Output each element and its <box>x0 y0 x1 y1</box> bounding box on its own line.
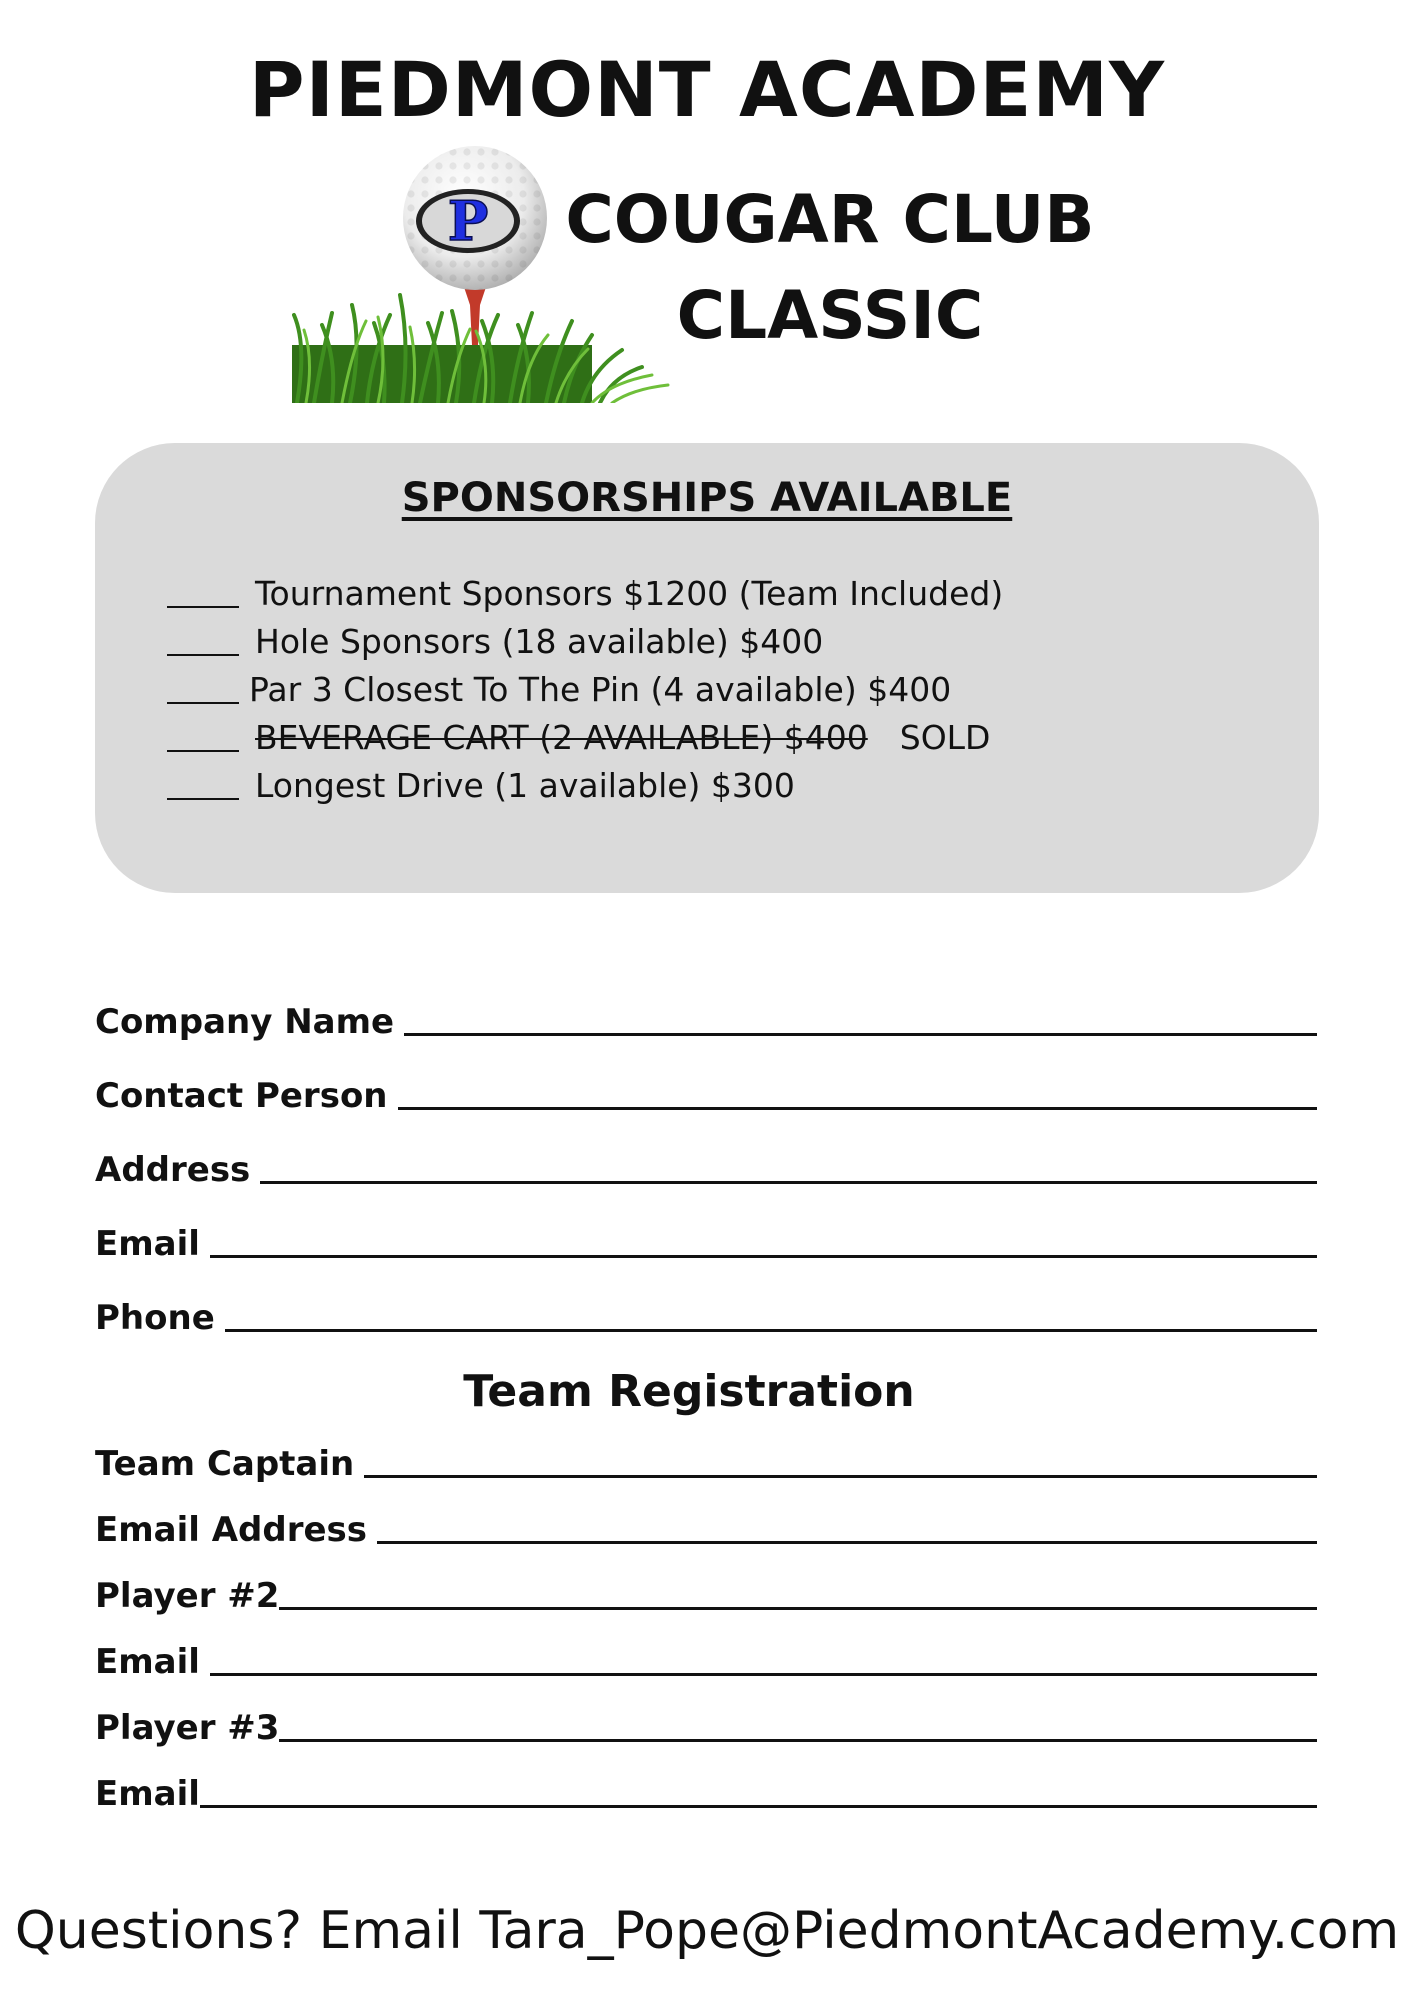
player-2-email-row <box>95 1618 1317 1684</box>
captain-email-row <box>95 1486 1317 1552</box>
team-captain-row <box>95 1420 1317 1486</box>
player-2-row <box>95 1552 1317 1618</box>
company-name-row <box>95 970 1317 1044</box>
player-3-email-label: Email <box>95 1774 200 1814</box>
sponsorship-item-hole: Hole Sponsors (18 available) $400 <box>167 618 1003 666</box>
email-row <box>95 1192 1317 1266</box>
player-3-field[interactable] <box>279 1739 1317 1742</box>
contact-person-row <box>95 1044 1317 1118</box>
svg-text:P: P <box>447 189 489 253</box>
captain-email-label: Email Address <box>95 1510 368 1550</box>
checkbox-blank[interactable] <box>167 762 239 800</box>
sponsor-info-form <box>95 970 1317 1340</box>
contact-person-field[interactable] <box>398 1107 1317 1110</box>
address-label: Address <box>95 1150 251 1190</box>
email-label: Email <box>95 1224 200 1264</box>
player-3-label: Player #3 <box>95 1708 280 1748</box>
player-3-email-field[interactable] <box>200 1805 1317 1808</box>
phone-field[interactable] <box>225 1329 1317 1332</box>
player-2-field[interactable] <box>279 1607 1317 1610</box>
contact-person-label: Contact Person <box>95 1076 388 1116</box>
address-field[interactable] <box>260 1181 1317 1184</box>
sponsorship-item-longest-drive: Longest Drive (1 available) $300 <box>167 762 1003 810</box>
checkbox-blank <box>167 714 239 752</box>
team-captain-label: Team Captain <box>95 1444 355 1484</box>
sponsorship-item-closest-to-pin: Par 3 Closest To The Pin (4 available) $400 <box>167 666 1003 714</box>
sold-out-item-text: BEVERAGE CART (2 AVAILABLE) $400 <box>255 718 868 757</box>
sponsorships-heading: SPONSORSHIPS AVAILABLE <box>401 475 1013 521</box>
captain-email-field[interactable] <box>377 1541 1317 1544</box>
sponsorship-item-tournament: Tournament Sponsors $1200 (Team Included) <box>167 570 1003 618</box>
team-registration-form <box>95 1420 1317 1816</box>
sponsorship-item-beverage-cart <box>167 714 1003 762</box>
team-registration-heading: Team Registration <box>463 1366 915 1417</box>
address-row <box>95 1118 1317 1192</box>
checkbox-blank[interactable] <box>167 666 239 704</box>
player-2-label: Player #2 <box>95 1576 280 1616</box>
sponsorship-list <box>167 570 1003 810</box>
event-title-line-2: CLASSIC <box>676 277 984 354</box>
player-3-row <box>95 1684 1317 1750</box>
player-2-email-field[interactable] <box>210 1673 1317 1676</box>
player-2-email-label: Email <box>95 1642 200 1682</box>
player-3-email-row <box>95 1750 1317 1816</box>
company-name-label: Company Name <box>95 1002 395 1042</box>
team-captain-field[interactable] <box>364 1475 1317 1478</box>
company-name-field[interactable] <box>404 1033 1317 1036</box>
checkbox-blank[interactable] <box>167 618 239 656</box>
page-title: PIEDMONT ACADEMY <box>248 45 1166 134</box>
sold-badge: SOLD <box>899 718 991 757</box>
contact-footer: Questions? Email Tara_Pope@PiedmontAcademy.com <box>14 1901 1400 1961</box>
phone-row <box>95 1266 1317 1340</box>
email-field[interactable] <box>210 1255 1317 1258</box>
event-title-line-1: COUGAR CLUB <box>565 181 1095 258</box>
checkbox-blank[interactable] <box>167 570 239 608</box>
sponsorships-panel <box>95 443 1319 893</box>
phone-label: Phone <box>95 1298 215 1338</box>
